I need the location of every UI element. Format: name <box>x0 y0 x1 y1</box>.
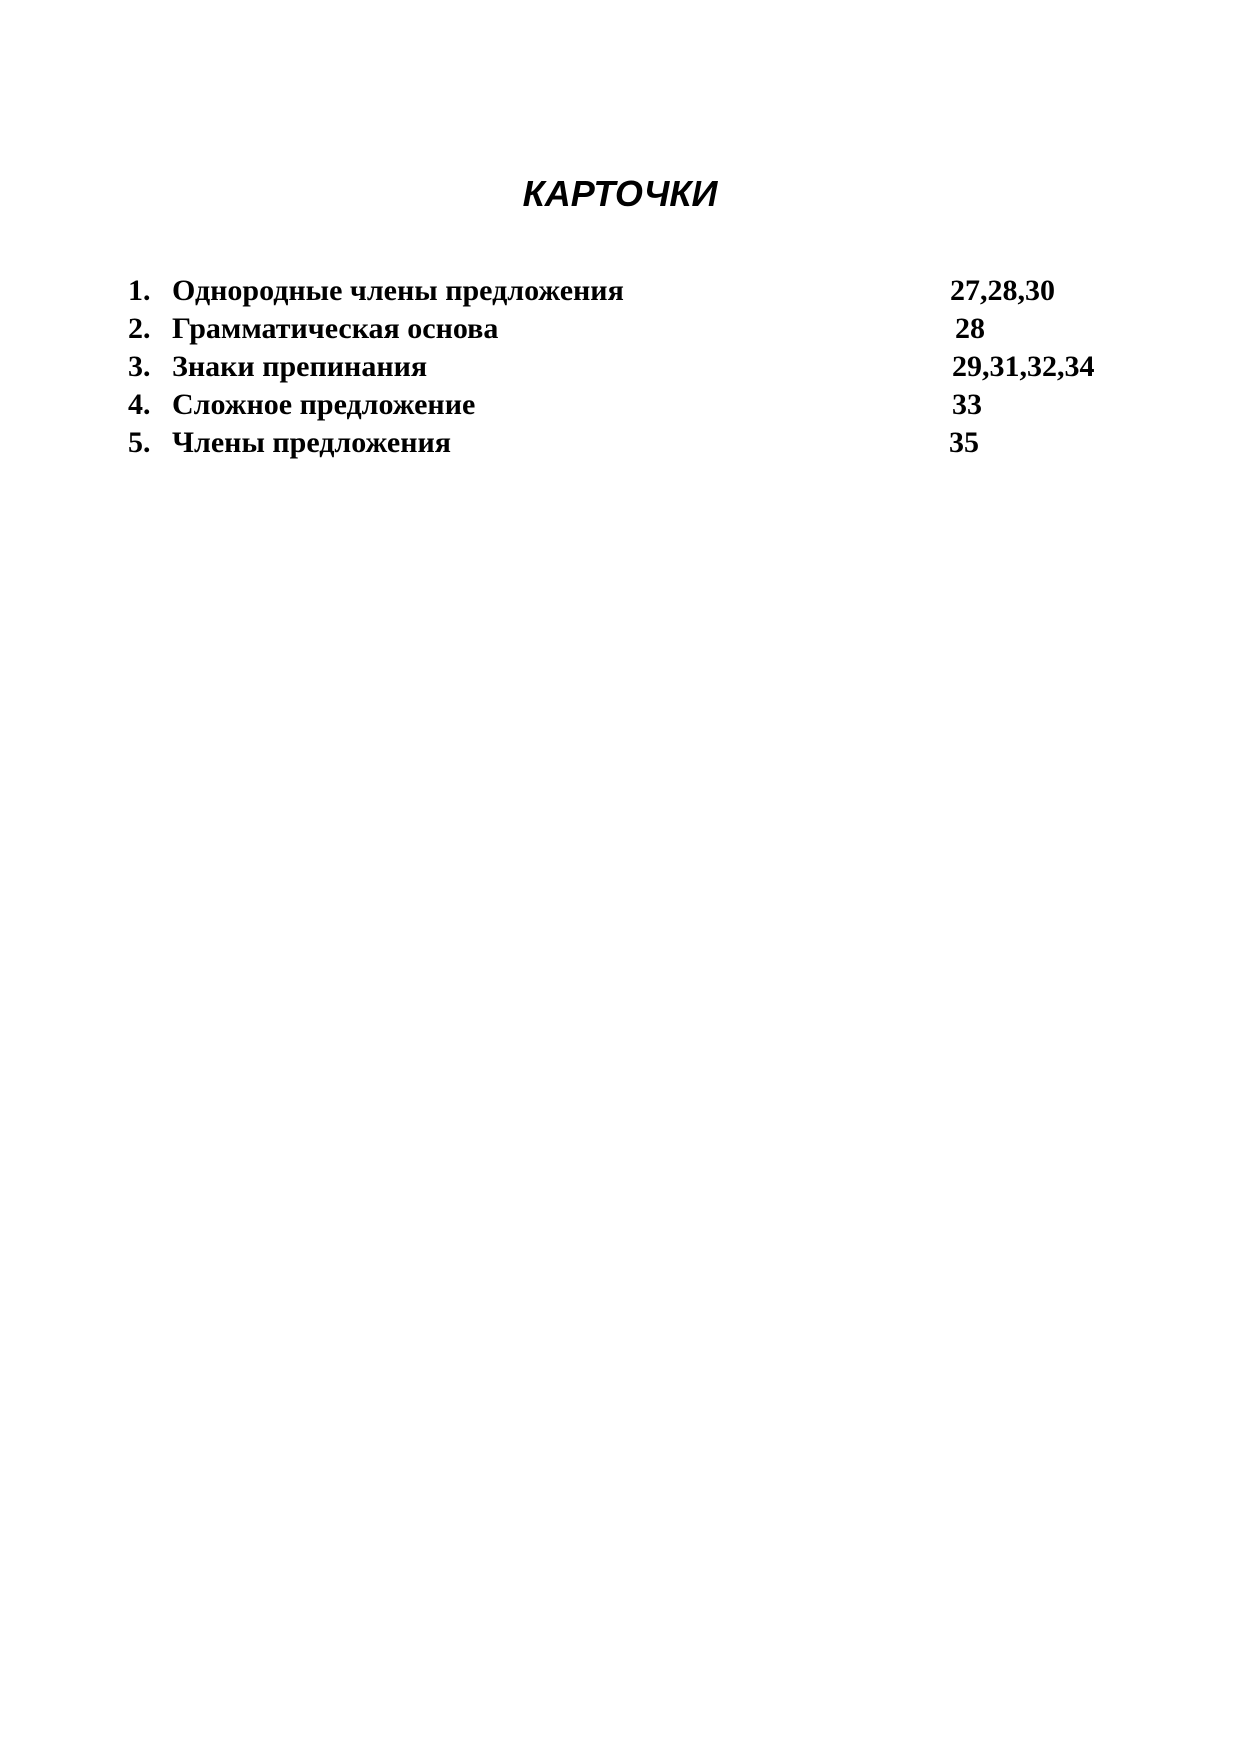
list-item <box>0 348 1240 386</box>
page-title: КАРТОЧКИ <box>522 173 718 214</box>
item-number: 5. <box>128 426 151 459</box>
contents-list <box>0 272 1240 462</box>
item-pages: 28 <box>955 312 985 345</box>
item-pages: 27,28,30 <box>950 274 1055 307</box>
item-number: 3. <box>128 350 151 383</box>
item-pages: 33 <box>952 388 982 421</box>
item-label: Члены предложения <box>172 426 451 459</box>
item-label: Сложное предложение <box>172 388 476 421</box>
list-item <box>0 386 1240 424</box>
item-number: 2. <box>128 312 151 345</box>
list-item <box>0 310 1240 348</box>
item-pages: 35 <box>949 426 979 459</box>
item-label: Знаки препинания <box>172 350 428 383</box>
item-label: Однородные члены предложения <box>172 274 624 307</box>
list-item <box>0 424 1240 462</box>
item-number: 4. <box>128 388 151 421</box>
item-number: 1. <box>128 274 151 307</box>
list-item <box>0 272 1240 310</box>
item-label: Грамматическая основа <box>172 312 499 345</box>
item-pages: 29,31,32,34 <box>952 350 1095 383</box>
